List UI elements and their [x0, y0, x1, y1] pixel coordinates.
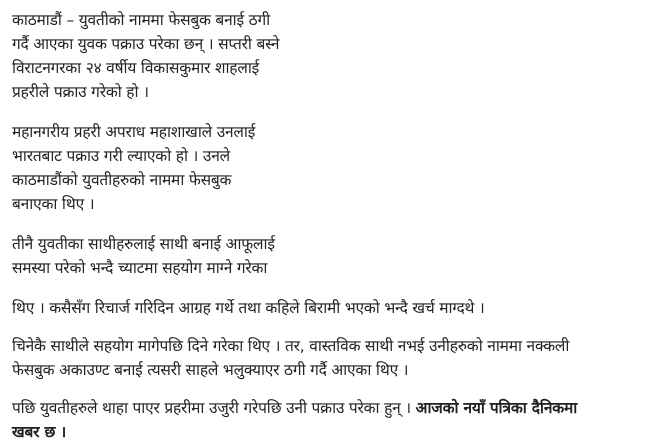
article-paragraph-5: चिनेकै साथीले सहयोग मागेपछि दिने गरेका थिए । तर, वास्तविक साथी नभई उनीहरुको नाममा नक्कली फेसबुक अकाउण्ट बनाई त्यसरी साहले भलुक्याएर ठगी गर्दै आएका थिए ।: [12, 337, 570, 379]
article-paragraph-2: महानगरीय प्रहरी अपराध महाशाखाले उनलाई भारतबाट पक्राउ गरी ल्याएको हो । उनले काठमाडौंको युवतीहरुको नाममा फेसबुक बनाएका थिए ।: [12, 123, 256, 213]
source-credit: आजको नयाँ पत्रिका दैनिकमा खबर छ ।: [12, 399, 578, 441]
closing-sentence: पछि युवतीहरुले थाहा पाएर प्रहरीमा उजुरी गरेपछि उनी पक्राउ परेका हुन् ।: [12, 399, 416, 417]
article-paragraph-4: थिए । कसैसँग रिचार्ज गरिदिन आग्रह गर्थे तथा कहिले बिरामी भएको भन्दै खर्च माग्दथे ।: [12, 299, 485, 317]
news-article: [12, 8, 660, 444]
article-paragraph-1: काठमाडौं – युवतीको नाममा फेसबुक बनाई ठगी गर्दै आएका युवक पक्राउ परेका छन् । सप्तरी बस्ने विराटनगरका २४ वर्षीय विकासकुमार शाहलाई प्रहरीले पक्राउ गरेको हो ।: [12, 11, 280, 101]
article-paragraph-6: [12, 396, 660, 444]
article-paragraph-3: तीनै युवतीका साथीहरुलाई साथी बनाई आफूलाई समस्या परेको भन्दै च्याटमा सहयोग माग्ने गरेका: [12, 235, 275, 277]
